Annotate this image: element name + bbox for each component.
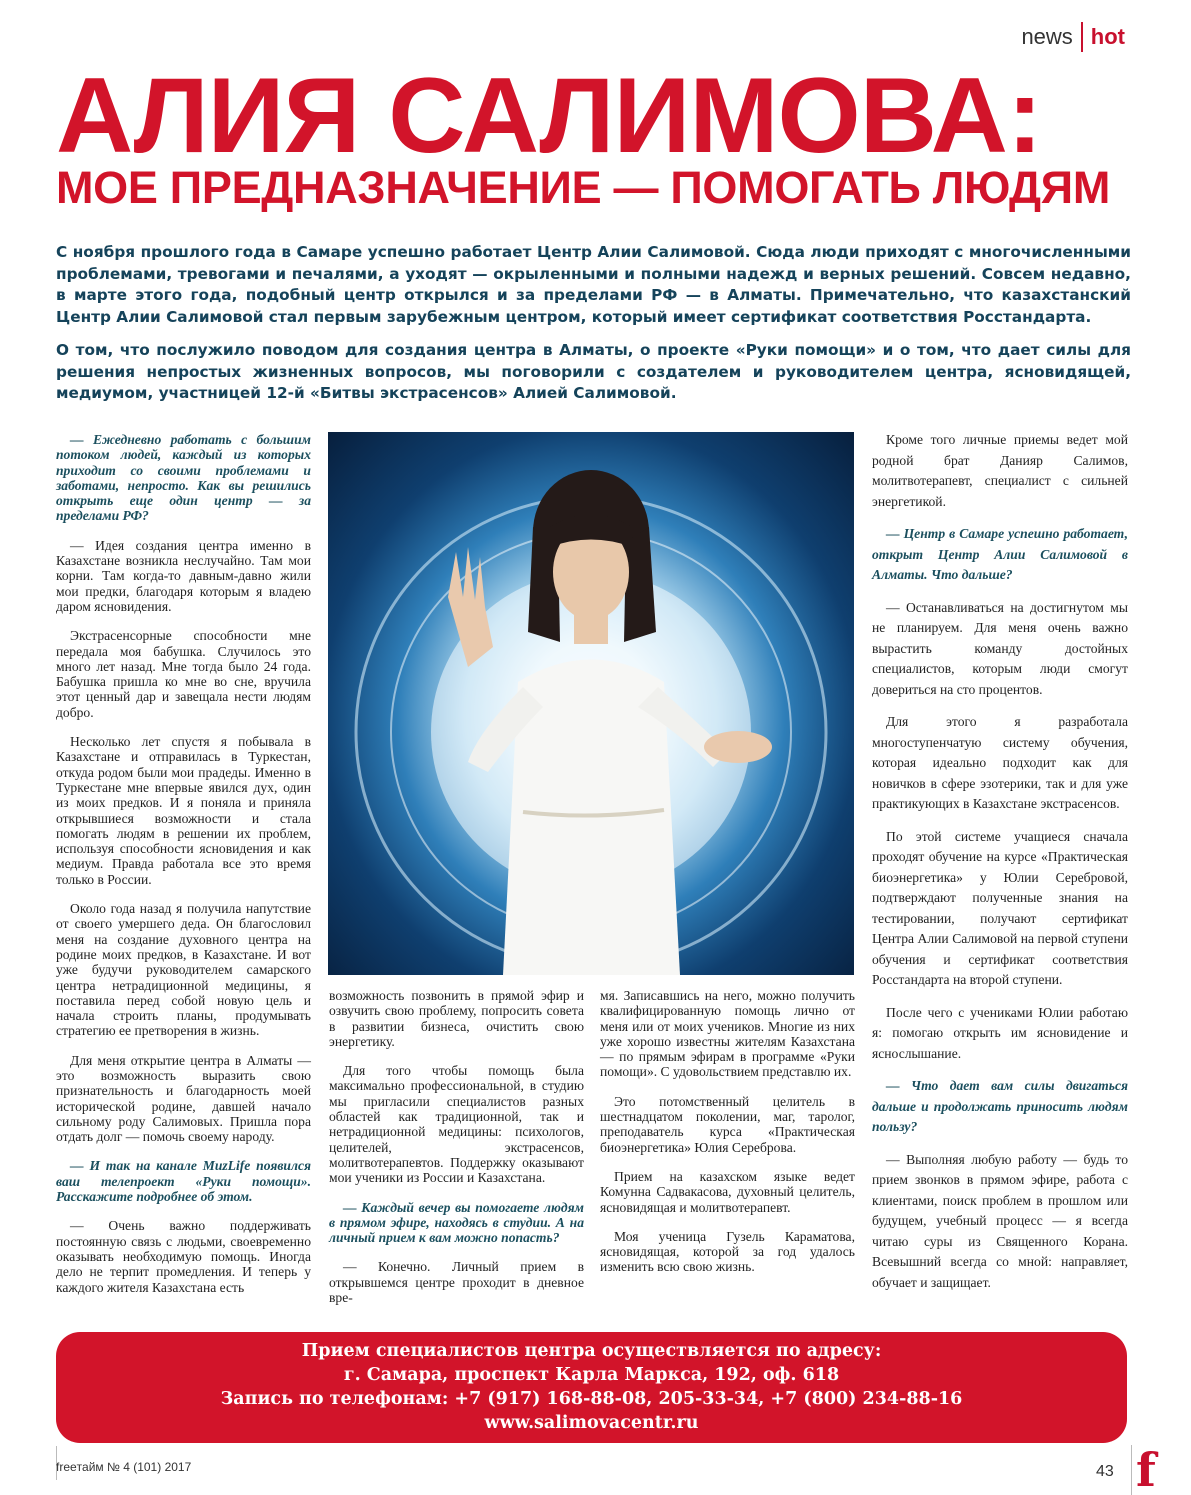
paragraph: По этой системе учащиеся сначала проходят обучение на курсе «Практическая биоэнергетика» у Юлии Серебровой, подтверждают полученные знания на тестировании, получают сертификат Центра Алии Салимовой на первой ступени обучения и сертификат соответствия Росстандарта на второй ступени. [872, 828, 1128, 987]
section-news: news [1021, 24, 1073, 49]
paragraph: Около года назад я получила напутствие от своего умершего деда. Он благословил меня на создание духовного центра на родине моих предков, в Казахстане. И вот уже будучи руководителем самарского центра нетрадиционной медицины, я поставила перед собой новую цель и начала строить планы, продумывать стратегию ее претворения в жизнь. [56, 901, 311, 1039]
subheadline: МОЕ ПРЕДНАЗНАЧЕНИЕ — ПОМОГАТЬ ЛЮДЯМ [56, 162, 1111, 213]
paragraph: Для этого я разработала многоступенчатую систему обучения, которая идеально подходит как для новичков в сфере эзотерики, так и для уже практикующих в Казахстане экстрасенсов. [872, 714, 1128, 811]
headline: АЛИЯ САЛИМОВА: [56, 55, 1042, 175]
portrait-photo [328, 432, 854, 975]
interview-question: — Ежедневно работать с большим потоком людей, каждый из которых приходит со своими проблемами и заботами, непросто. Как вы решились открыть еще один центр — за пределами РФ? [56, 432, 311, 524]
banner-phones: Запись по телефонам: +7 (917) 168-88-08, 205-33-34, +7 (800) 234-88-16 [220, 1389, 963, 1409]
paragraph: — Выполняя любую работу — будь то прием звонков в прямом эфире, работа с клиентами, поиск проблем в прошлом или будущем, учебный процесс — я всегда читаю суры из Священного Корана. Всевышний всегда со мной: направляет, обучает и защищает. [872, 1151, 1128, 1290]
paragraph: Моя ученица Гузель Караматова, ясновидящая, которой за год удалось изменить всю свою жизнь. [600, 1228, 855, 1275]
article-column-1 [56, 432, 311, 1309]
paragraph: — Идея создания центра именно в Казахстане возникла неслучайно. Там мои корни. Там когда-то давным-давно жили мои предки, благодаря которым я владею даром ясновидения. [56, 537, 311, 614]
paragraph: Прием на казахском языке ведет Комунна Садвакасова, духовный целитель, ясновидящая и молитвотерапевт. [600, 1168, 855, 1215]
magazine-logo: f [1131, 1445, 1161, 1495]
paragraph: Кроме того личные приемы ведет мой родной брат Данияр Салимов, молитвотерапевт, специалист с сильней энергетикой. [872, 432, 1128, 509]
lead-paragraph-1: С ноября прошлого года в Самаре успешно работает Центр Алии Салимовой. Сюда люди приходят с многочисленными проблемами, тревогами и печалями, а уходят — окрыленными и полными надежд и верных решений. Совсем недавно, в марте этого года, подобный центр открылся и за пределами РФ — в Алматы. Примечательно, что казахстанский Центр Алии Салимовой стал первым зарубежным центром, который имеет сертификат соответствия Росстандарта. [56, 243, 1131, 326]
lead-paragraph-2: О том, что послужило поводом для создания центра в Алматы, о проекте «Руки помощи» и о том, что дает силы для решения непростых жизненных вопросов, мы поговорили с создателем и руководителем центра, ясновидящей, медиумом, участницей 12-й «Битвы экстрасенсов» Алией Салимовой. [56, 341, 1131, 402]
banner-website-link[interactable]: www.salimovacentr.ru [484, 1413, 699, 1433]
interview-question: — Что дает вам силы двигаться дальше и продолжать приносить людям пользу? [872, 1078, 1128, 1134]
banner-address-intro: Прием специалистов центра осуществляется по адресу: [301, 1341, 882, 1361]
paragraph: — Останавливаться на достигнутом мы не планируем. Для меня очень важно вырастить команду достойных специалистов, которым люди смогут довериться на сто процентов. [872, 599, 1128, 697]
paragraph: После чего с учениками Юлии работаю я: помогаю открыть им ясновидение и яснослышание. [872, 1004, 1128, 1061]
interview-question: — Центр в Самаре успешно работает, открыт Центр Алии Салимовой в Алматы. Что дальше? [872, 526, 1128, 582]
section-hot: hot [1090, 24, 1125, 49]
paragraph: возможность позвонить в прямой эфир и озвучить свою проблему, попросить совета в развитии бизнеса, очистить свою энергетику. [329, 988, 584, 1049]
article-column-2 [329, 988, 584, 1319]
section-tag [1021, 22, 1125, 52]
article-column-4 [872, 430, 1128, 1305]
paragraph: — Конечно. Личный прием в открывшемся центре проходит в дневное вре- [329, 1259, 584, 1306]
section-divider [1081, 22, 1083, 52]
interview-question: — Каждый вечер вы помогаете людям в прямом эфире, находясь в студии. А на личный прием к вам можно попасть? [329, 1199, 584, 1246]
contact-banner [56, 1332, 1127, 1443]
paragraph: мя. Записавшись на него, можно получить квалифицированную помощь лично от меня или от моих учеников. Многие из них уже хорошо известны жителям Казахстана — по прямым эфирам в программе «Руки помощи». С удовольствием представлю их. [600, 988, 855, 1080]
paragraph: Для меня открытие центра в Алматы — это возможность выразить свою признательность и благодарность моей исторической родине, давшей начало сильному роду Салимовых. Пришла пора отдать долг — помочь своему народу. [56, 1052, 311, 1145]
issue-info: freeтайм № 4 (101) 2017 [56, 1460, 192, 1474]
paragraph: Это потомственный целитель в шестнадцатом поколении, маг, таролог, преподаватель курса «Практическая биоэнергетика» Юлия Сереброва. [600, 1093, 855, 1155]
paragraph: Для того чтобы помощь была максимально профессиональной, в студию мы пригласили специалистов разных областей как традиционной, так и нетрадиционной медицины: психологов, целителей, экстрасенсов, молитвотерапевтов. Поддержку оказывают мои ученики из России и Казахстана. [329, 1063, 584, 1186]
article-column-3 [600, 988, 855, 1289]
paragraph: — Очень важно поддерживать постоянную связь с людьми, своевременно оказывать необходимую помощь. Иногда дело не терпит промедления. И теперь у каждого жителя Казахстана есть [56, 1218, 311, 1295]
paragraph: Несколько лет спустя я побывала в Казахстане и отправилась в Туркестан, откуда родом были мои прадеды. Именно в Туркестане мне впервые явился дух, один из моих предков. И я поняла и приняла открывшиеся возможности и стала помогать людям в решении их проблем, используя способности ясновидения и как медиум. Правда работала все это время только в России. [56, 734, 311, 887]
paragraph: Экстрасенсорные способности мне передала моя бабушка. Случилось это много лет назад. Мне тогда было 24 года. Бабушка пришла ко мне во сне, вручила этот ценный дар и завещала нести людям добро. [56, 628, 311, 720]
portrait-illustration [328, 432, 854, 975]
page-number: 43 [1096, 1463, 1114, 1480]
interview-question: — И так на канале MuzLife появился ваш телепроект «Руки помощи». Расскажите подробнее об этом. [56, 1158, 311, 1205]
banner-address: г. Самара, проспект Карла Маркса, 192, оф. 618 [343, 1365, 840, 1385]
